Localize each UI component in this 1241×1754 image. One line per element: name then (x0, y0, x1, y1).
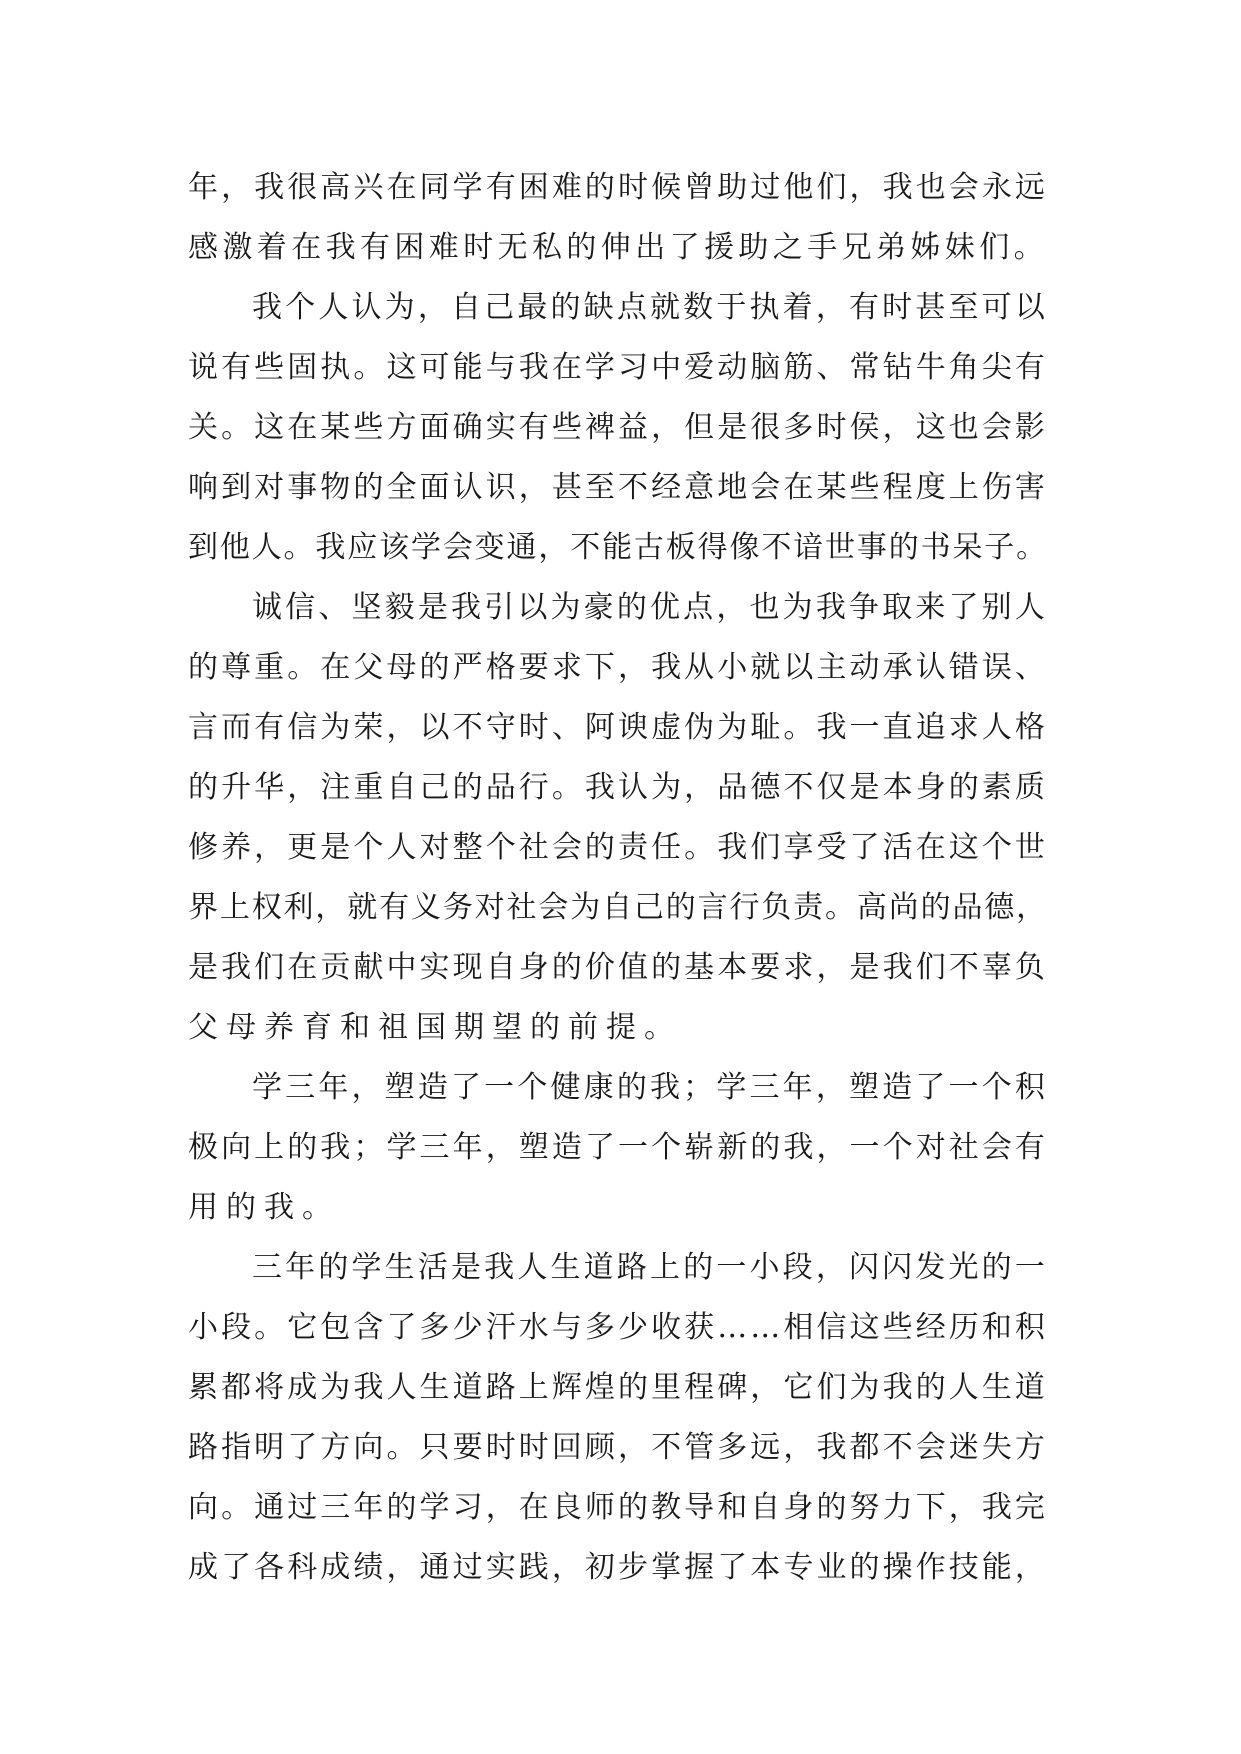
text-line: 路指明了方向。只要时时回顾，不管多远，我都不会迷失方 (188, 1430, 1048, 1465)
text-line: 响到对事物的全面认识，甚至不经意地会在某些程度上伤害 (188, 470, 1048, 505)
paragraph-first-line: 诚信、坚毅是我引以为豪的优点，也为我争取来了别人 (252, 590, 1048, 625)
text-line: 父母养育和祖国期望的前提。 (188, 1010, 682, 1045)
text-line: 界上权利，就有义务对社会为自己的言行负责。高尚的品德， (188, 890, 1048, 925)
text-line: 说有些固执。这可能与我在学习中爱动脑筋、常钻牛角尖有 (188, 350, 1048, 385)
text-line: 向。通过三年的学习，在良师的教导和自身的努力下，我完 (188, 1490, 1048, 1525)
text-line: 用的我。 (188, 1190, 340, 1225)
text-line: 的尊重。在父母的严格要求下，我从小就以主动承认错误、 (188, 650, 1048, 685)
text-line: 修养，更是个人对整个社会的责任。我们享受了活在这个世 (188, 830, 1048, 865)
text-line: 极向上的我；学三年，塑造了一个崭新的我，一个对社会有 (188, 1130, 1048, 1165)
text-line: 累都将成为我人生道路上辉煌的里程碑，它们为我的人生道 (188, 1370, 1048, 1405)
paragraph-first-line: 我个人认为，自己最的缺点就数于执着，有时甚至可以 (252, 290, 1048, 325)
paragraph-first-line: 三年的学生活是我人生道路上的一小段，闪闪发光的一 (252, 1250, 1048, 1285)
text-line: 年，我很高兴在同学有困难的时候曾助过他们，我也会永远 (188, 170, 1048, 205)
text-line: 言而有信为荣，以不守时、阿谀虚伪为耻。我一直追求人格 (188, 710, 1048, 745)
body-text (188, 158, 1048, 1598)
text-line: 的升华，注重自己的品行。我认为，品德不仅是本身的素质 (188, 770, 1048, 805)
text-line: 小段。它包含了多少汗水与多少收获……相信这些经历和积 (188, 1310, 1048, 1345)
text-line: 是我们在贡献中实现自身的价值的基本要求，是我们不辜负 (188, 950, 1048, 985)
text-line: 感激着在我有困难时无私的伸出了援助之手兄弟姊妹们。 (188, 230, 1048, 265)
paragraph-first-line: 学三年，塑造了一个健康的我；学三年，塑造了一个积 (252, 1070, 1048, 1105)
text-line: 成了各科成绩，通过实践，初步掌握了本专业的操作技能， (188, 1550, 1048, 1585)
text-line: 关。这在某些方面确实有些裨益，但是很多时侯，这也会影 (188, 410, 1048, 445)
text-line: 到他人。我应该学会变通，不能古板得像不谙世事的书呆子。 (188, 530, 1048, 565)
